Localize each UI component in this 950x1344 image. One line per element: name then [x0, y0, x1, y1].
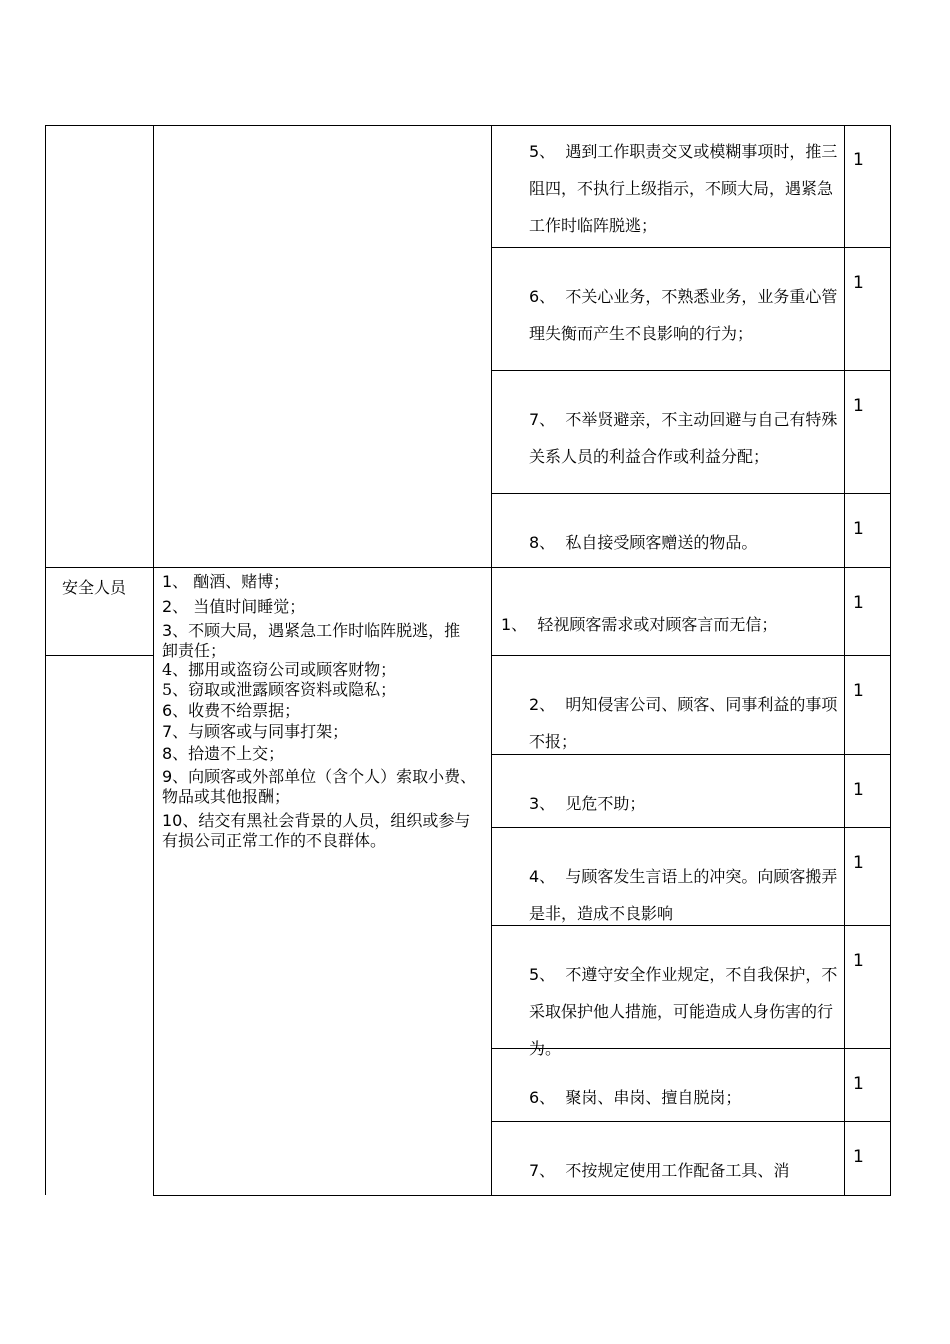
item-number: 4、: [529, 867, 556, 886]
rule-item: 7、与顾客或与同事打架；: [162, 722, 349, 741]
item-row: [529, 524, 841, 561]
item-row: [529, 133, 841, 244]
item-row: [529, 686, 841, 760]
item-number: 6、: [529, 287, 556, 306]
item-row: [529, 1079, 841, 1116]
item-text: 遇到工作职责交叉或模糊事项时，推三阻四，不执行上级指示，不顾大局，遇紧急工作时临阵脱逃；: [529, 142, 838, 235]
score-value: 1: [853, 396, 864, 416]
item-text: 不按规定使用工作配备工具、消: [565, 1161, 790, 1180]
score-value: 1: [853, 951, 864, 971]
rule-item: 3、不顾大局，遇紧急工作时临阵脱逃，推卸责任；: [162, 621, 461, 660]
item-number: 7、: [529, 1161, 556, 1180]
item-number: 1、: [501, 615, 528, 634]
rule-item: 5、窃取或泄露顾客资料或隐私；: [162, 680, 397, 699]
score-value: 1: [853, 150, 864, 170]
item-text: 明知侵害公司、顾客、同事利益的事项不报；: [529, 695, 838, 751]
score-value: 1: [853, 593, 864, 613]
score-value: 1: [853, 853, 864, 873]
score-value: 1: [853, 780, 864, 800]
item-row: [501, 606, 841, 643]
item-text: 见危不助；: [565, 794, 646, 813]
score-value: 1: [853, 1074, 864, 1094]
rule-item: 10、结交有黑社会背景的人员，组织或参与有损公司正常工作的不良群体。: [162, 811, 471, 850]
item-text: 轻视顾客需求或对顾客言而无信；: [537, 615, 778, 634]
rule-item: 2、 当值时间睡觉；: [162, 597, 306, 616]
item-row: [529, 1152, 841, 1189]
item-number: 5、: [529, 142, 556, 161]
item-text: 与顾客发生言语上的冲突。向顾客搬弄是非，造成不良影响: [529, 867, 838, 923]
item-text: 不举贤避亲，不主动回避与自己有特殊关系人员的利益合作或利益分配；: [529, 410, 838, 466]
rule-item: 9、向顾客或外部单位（含个人）索取小费、物品或其他报酬；: [162, 767, 477, 806]
item-text: 聚岗、串岗、擅自脱岗；: [565, 1088, 742, 1107]
item-text: 私自接受顾客赠送的物品。: [565, 533, 758, 552]
rule-item: 4、挪用或盗窃公司或顾客财物；: [162, 660, 397, 679]
item-text: 不遵守安全作业规定，不自我保护，不采取保护他人措施，可能造成人身伤害的行为。: [529, 965, 838, 1058]
item-number: 6、: [529, 1088, 556, 1107]
item-number: 7、: [529, 410, 556, 429]
rule-item: 1、 酗酒、赌博；: [162, 572, 290, 591]
rule-item: 6、收费不给票据；: [162, 701, 301, 720]
item-number: 3、: [529, 794, 556, 813]
score-value: 1: [853, 1147, 864, 1167]
item-row: [529, 278, 841, 352]
item-row: [529, 858, 841, 932]
item-row: [529, 785, 841, 822]
item-row: [529, 956, 841, 1067]
item-number: 2、: [529, 695, 556, 714]
item-number: 5、: [529, 965, 556, 984]
role-label: 安全人员: [62, 578, 127, 597]
score-value: 1: [853, 273, 864, 293]
score-value: 1: [853, 681, 864, 701]
score-value: 1: [853, 519, 864, 539]
rule-item: 8、拾遗不上交；: [162, 744, 285, 763]
item-row: [529, 401, 841, 475]
item-number: 8、: [529, 533, 556, 552]
item-text: 不关心业务，不熟悉业务，业务重心管理失衡而产生不良影响的行为；: [529, 287, 838, 343]
